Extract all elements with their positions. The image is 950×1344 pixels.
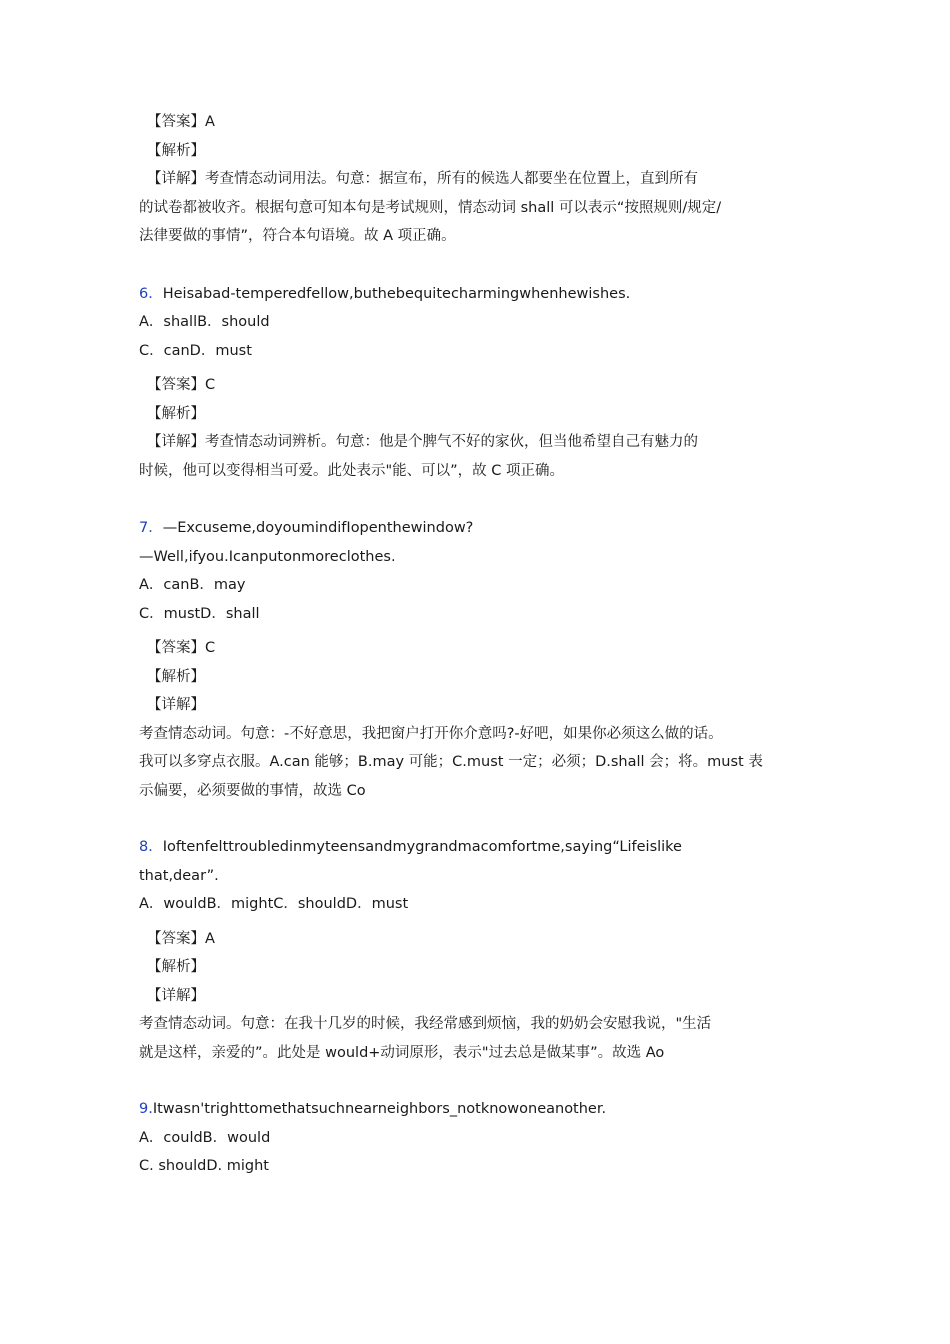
analysis-label: 【解析】	[147, 668, 205, 685]
options-line: C. shouldD. might	[139, 1158, 269, 1174]
question-stem	[139, 833, 819, 862]
question-stem	[139, 1095, 819, 1124]
question-number: 9.	[139, 1101, 153, 1117]
options-line: A．couldB．would	[139, 1129, 271, 1146]
detail-line: 【详解】考查情态动词辨析。句意：他是个脾气不好的家伙，但当他希望自己有魅力的	[147, 434, 698, 450]
options-line: A．canB．may	[139, 577, 246, 593]
question-text: Ioftenfelttroubledinmyteensandmygrandmacomfortme,saying“Lifeislike	[162, 839, 682, 855]
answer-line: 【答案】C	[147, 640, 216, 656]
detail-line: 我可以多穿点衣服。A.can 能够；B.may 可能；C.must 一定；必须；D.shall 会；将。must 表	[139, 754, 763, 770]
detail-label: 【详解】	[147, 987, 205, 1004]
analysis-label: 【解析】	[147, 959, 205, 975]
document-page	[139, 108, 819, 1181]
options-line: C．mustD．shall	[139, 605, 260, 622]
question-6	[139, 280, 819, 486]
question-number: 7．	[139, 520, 163, 536]
question-stem	[139, 280, 819, 309]
options-line: A．wouldB．mightC．shouldD．must	[139, 896, 409, 912]
detail-line: 时候，他可以变得相当可爱。此处表示"能、可以”，故 C 项正确。	[139, 462, 565, 479]
detail-label: 【详解】	[147, 697, 205, 713]
analysis-label: 【解析】	[147, 142, 205, 159]
question-9	[139, 1095, 819, 1181]
answer-line: 【答案】C	[147, 377, 216, 393]
question-number: 8．	[139, 839, 163, 855]
detail-line: 考查情态动词。句意：在我十几岁的时候，我经常感到烦恼，我的奶奶会安慰我说，"生活	[139, 1016, 712, 1032]
detail-line: 就是这样，亲爱的”。此处是 would+动词原形，表示"过去总是做某事”。故选 Ao	[139, 1044, 665, 1061]
detail-line: 示偏要，必须要做的事情，故选 Co	[139, 782, 366, 799]
question-text: Heisabad-temperedfellow,buthebequitecharmingwhenhewishes.	[162, 285, 631, 302]
options-line: C．canD．must	[139, 342, 252, 359]
detail-line: 法律要做的事情”，符合本句语境。故 A 项正确。	[139, 228, 456, 244]
question-stem	[139, 514, 819, 543]
detail-line: 【详解】考查情态动词用法。句意：据宣布，所有的候选人都要坐在位置上，直到所有	[147, 171, 698, 187]
question-8	[139, 833, 819, 1067]
question-text: that,dear”.	[139, 867, 219, 884]
detail-line: 考查情态动词。句意：-不好意思，我把窗户打开你介意吗?-好吧，如果你必须这么做的话。	[139, 725, 723, 742]
question-text: —Excuseme,doyoumindifIopenthewindow?	[162, 520, 474, 536]
answer-line: 【答案】A	[147, 114, 215, 130]
detail-line: 的试卷都被收齐。根据句意可知本句是考试规则，情态动词 shall 可以表示“按照规则/规定/	[139, 199, 722, 216]
question-number: 6．	[139, 285, 163, 302]
question-5-solution	[139, 108, 819, 251]
analysis-label: 【解析】	[147, 405, 205, 422]
question-7	[139, 514, 819, 805]
question-text: —Well,ifyou.Icanputonmoreclothes.	[139, 548, 396, 565]
options-line: A．shallB．should	[139, 314, 270, 330]
answer-line: 【答案】A	[147, 930, 215, 947]
question-text: Itwasn'trighttomethatsuchnearneighbors_notknowoneanother.	[152, 1101, 607, 1117]
